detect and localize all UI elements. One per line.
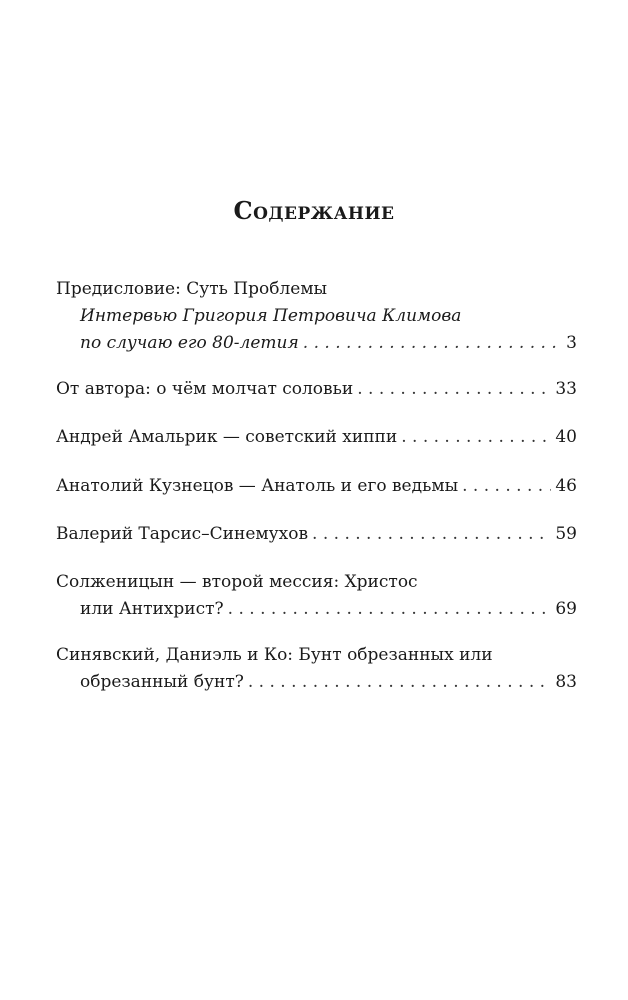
toc-page-number: 46	[555, 476, 577, 496]
toc-entry-title	[56, 642, 577, 669]
toc-page-number: 59	[555, 524, 577, 544]
toc-entry-subtitle	[56, 330, 577, 357]
toc-entry-title-text: или Антихрист?	[80, 599, 224, 619]
toc-entry-title-text: Андрей Амальрик — советский хиппи	[56, 427, 398, 447]
toc-entry-title	[56, 276, 577, 303]
toc-entry-from-author[interactable]	[56, 376, 577, 403]
toc-page-number: 3	[566, 333, 577, 353]
toc-entry-title	[56, 376, 577, 403]
toc-entry-title-text: Анатолий Кузнецов — Анатоль и его ведьмы	[56, 476, 459, 496]
toc-entry-subtitle	[56, 303, 577, 330]
toc-entry-title-text: Солженицын — второй мессия: Христос	[56, 572, 418, 592]
toc-entry-title-text: Синявский, Даниэль и Ко: Бунт обрезанных или	[56, 645, 493, 665]
toc-entry-preface[interactable]	[56, 276, 577, 357]
dot-leader	[401, 424, 551, 451]
toc-entry-kuznetsov[interactable]	[56, 473, 577, 500]
toc-page-number: 83	[555, 672, 577, 692]
toc-entry-solzhenitsyn[interactable]	[56, 569, 577, 623]
toc-entry-title	[56, 521, 577, 548]
toc-entry-title-text: От автора: о чём молчат соловьи	[56, 379, 354, 399]
toc-page-number: 33	[555, 379, 577, 399]
toc-entry-title-text: обрезанный бунт?	[80, 672, 244, 692]
toc-entry-title	[56, 473, 577, 500]
dot-leader	[228, 596, 552, 623]
toc-entry-title-text: Предисловие: Суть Проблемы	[56, 279, 328, 299]
dot-leader	[248, 669, 552, 696]
toc-entry-title-continuation	[56, 596, 577, 623]
toc-entry-amalrik[interactable]	[56, 424, 577, 451]
toc-page-number: 69	[555, 599, 577, 619]
toc-entry-subtitle-text: Интервью Григория Петровича Климова	[80, 306, 462, 326]
toc-entry-tarsis[interactable]	[56, 521, 577, 548]
toc-entry-title	[56, 569, 577, 596]
toc-page-number: 40	[555, 427, 577, 447]
dot-leader	[357, 376, 551, 403]
toc-entry-title	[56, 424, 577, 451]
toc-entry-title-continuation	[56, 669, 577, 696]
dot-leader	[312, 521, 551, 548]
toc-entry-title-text: Валерий Тарсис–Синемухов	[56, 524, 309, 544]
page-title: Содержание	[233, 196, 395, 225]
toc-entry-subtitle-text: по случаю его 80-летия	[80, 333, 299, 353]
dot-leader	[303, 330, 562, 357]
dot-leader	[462, 473, 551, 500]
toc-entry-sinyavsky-daniel[interactable]	[56, 642, 577, 696]
